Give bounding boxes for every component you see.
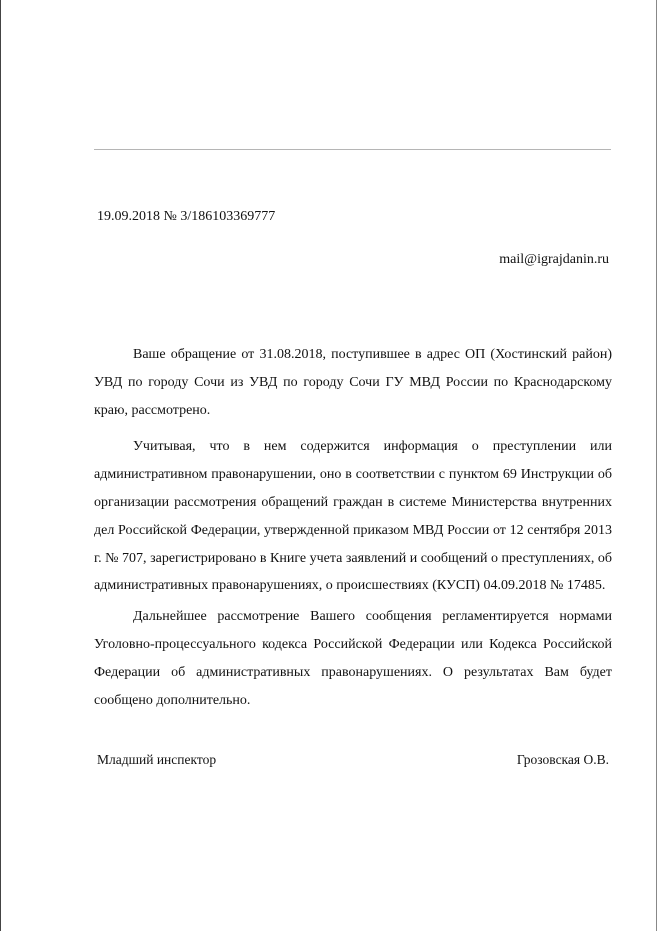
page-left-edge: [0, 0, 1, 931]
recipient-email: mail@igrajdanin.ru: [499, 252, 609, 267]
paragraph-3: Дальнейшее рассмотрение Вашего сообщения регламентируется нормами Уголовно-процессуального кодекса Российской Федерации или Кодекса Российской Федерации об административных правонарушениях. О результатах Вам будет сообщено дополнительно.: [94, 609, 612, 708]
signature-block: [97, 752, 609, 768]
signatory-position: Младший инспектор: [97, 752, 217, 767]
header-divider: [94, 149, 611, 150]
document-reference: 19.09.2018 № 3/186103369777: [97, 209, 276, 224]
paragraph-1: Ваше обращение от 31.08.2018, поступившее в адрес ОП (Хостинский район) УВД по городу Сочи из УВД по городу Сочи ГУ МВД России по Краснодарскому краю, рассмотрено.: [94, 347, 612, 418]
letter-body: [94, 341, 612, 714]
signatory-name: Грозовская О.В.: [516, 752, 609, 767]
paragraph-2: Учитывая, что в нем содержится информация о преступлении или административном правонарушении, оно в соответствии с пунктом 69 Инструкции об организации рассмотрения обращений граждан в системе Министерства внутренних дел Российской Федерации, утвержденной приказом МВД России от 12 сентября 2013 г. № 707, зарегистрировано в Книге учета заявлений и сообщений о преступлениях, об административных правонарушениях, о происшествиях (КУСП) 04.09.2018 № 17485.: [94, 439, 612, 594]
